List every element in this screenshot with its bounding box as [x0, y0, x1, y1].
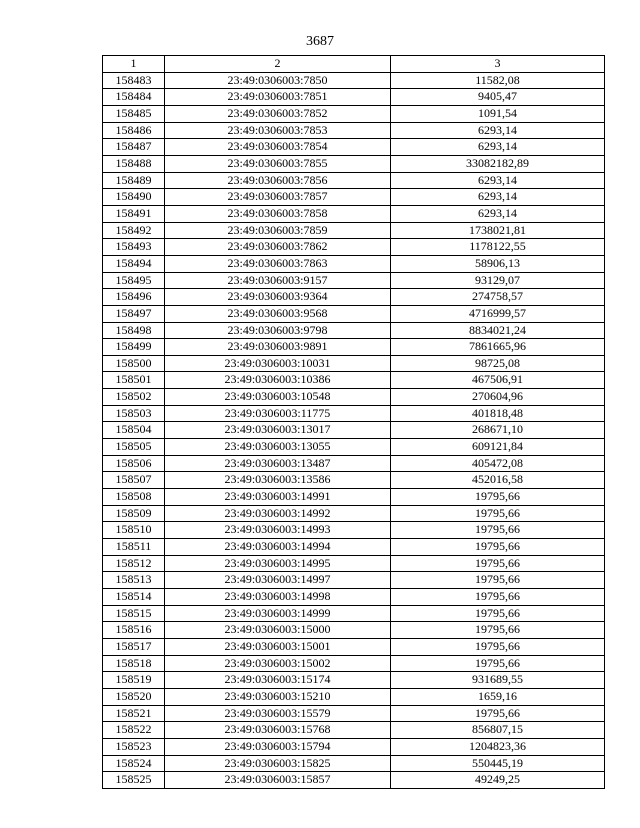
- table-row: [103, 738, 605, 755]
- value-cell: 9405,47: [391, 89, 605, 106]
- row-number-cell: 158502: [103, 389, 165, 406]
- cadastral-number-cell: 23:49:0306003:15768: [165, 722, 391, 739]
- value-cell: 19795,66: [391, 589, 605, 606]
- value-cell: 19795,66: [391, 705, 605, 722]
- value-cell: 11582,08: [391, 72, 605, 89]
- row-number-cell: 158500: [103, 355, 165, 372]
- row-number-cell: 158522: [103, 722, 165, 739]
- row-number-cell: 158487: [103, 139, 165, 156]
- value-cell: 33082182,89: [391, 155, 605, 172]
- row-number-cell: 158511: [103, 539, 165, 556]
- table-row: [103, 522, 605, 539]
- cadastral-number-cell: 23:49:0306003:15174: [165, 672, 391, 689]
- value-cell: 4716999,57: [391, 305, 605, 322]
- value-cell: 98725,08: [391, 355, 605, 372]
- value-cell: 49249,25: [391, 772, 605, 789]
- value-cell: 268671,10: [391, 422, 605, 439]
- value-cell: 19795,66: [391, 572, 605, 589]
- cadastral-number-cell: 23:49:0306003:7856: [165, 172, 391, 189]
- table-row: [103, 622, 605, 639]
- row-number-cell: 158494: [103, 255, 165, 272]
- table-row: [103, 405, 605, 422]
- value-cell: 6293,14: [391, 205, 605, 222]
- table-row: [103, 755, 605, 772]
- cadastral-number-cell: 23:49:0306003:14998: [165, 589, 391, 606]
- row-number-cell: 158512: [103, 555, 165, 572]
- row-number-cell: 158496: [103, 289, 165, 306]
- row-number-cell: 158483: [103, 72, 165, 89]
- row-number-cell: 158504: [103, 422, 165, 439]
- cadastral-number-cell: 23:49:0306003:7850: [165, 72, 391, 89]
- value-cell: 6293,14: [391, 139, 605, 156]
- value-cell: 467506,91: [391, 372, 605, 389]
- table-row: [103, 572, 605, 589]
- value-cell: 8834021,24: [391, 322, 605, 339]
- row-number-cell: 158493: [103, 239, 165, 256]
- table-row: [103, 722, 605, 739]
- cadastral-number-cell: 23:49:0306003:14999: [165, 605, 391, 622]
- value-cell: 6293,14: [391, 189, 605, 206]
- row-number-cell: 158519: [103, 672, 165, 689]
- value-cell: 6293,14: [391, 172, 605, 189]
- row-number-cell: 158490: [103, 189, 165, 206]
- table-row: [103, 122, 605, 139]
- cadastral-number-cell: 23:49:0306003:15794: [165, 738, 391, 755]
- value-cell: 405472,08: [391, 455, 605, 472]
- cadastral-number-cell: 23:49:0306003:14995: [165, 555, 391, 572]
- row-number-cell: 158485: [103, 105, 165, 122]
- table-row: [103, 322, 605, 339]
- cadastral-number-cell: 23:49:0306003:15857: [165, 772, 391, 789]
- value-cell: 1738021,81: [391, 222, 605, 239]
- table-row: [103, 672, 605, 689]
- value-cell: 19795,66: [391, 505, 605, 522]
- cadastral-number-cell: 23:49:0306003:10386: [165, 372, 391, 389]
- table-row: [103, 272, 605, 289]
- table-row: [103, 688, 605, 705]
- row-number-cell: 158489: [103, 172, 165, 189]
- row-number-cell: 158523: [103, 738, 165, 755]
- table-row: [103, 472, 605, 489]
- value-cell: 931689,55: [391, 672, 605, 689]
- value-cell: 93129,07: [391, 272, 605, 289]
- row-number-cell: 158491: [103, 205, 165, 222]
- cadastral-number-cell: 23:49:0306003:15002: [165, 655, 391, 672]
- row-number-cell: 158521: [103, 705, 165, 722]
- cadastral-number-cell: 23:49:0306003:13017: [165, 422, 391, 439]
- table-row: [103, 105, 605, 122]
- cadastral-number-cell: 23:49:0306003:15825: [165, 755, 391, 772]
- table-row: [103, 355, 605, 372]
- table-row: [103, 205, 605, 222]
- table-row: [103, 89, 605, 106]
- value-cell: 19795,66: [391, 622, 605, 639]
- cadastral-number-cell: 23:49:0306003:13586: [165, 472, 391, 489]
- table-row: [103, 589, 605, 606]
- table-row: [103, 372, 605, 389]
- cadastral-number-cell: 23:49:0306003:7851: [165, 89, 391, 106]
- value-cell: 274758,57: [391, 289, 605, 306]
- table-row: [103, 705, 605, 722]
- row-number-cell: 158488: [103, 155, 165, 172]
- table-row: [103, 155, 605, 172]
- row-number-cell: 158510: [103, 522, 165, 539]
- table-row: [103, 655, 605, 672]
- column-header-2: 2: [165, 56, 391, 73]
- row-number-cell: 158501: [103, 372, 165, 389]
- column-header-3: 3: [391, 56, 605, 73]
- row-number-cell: 158506: [103, 455, 165, 472]
- cadastral-number-cell: 23:49:0306003:13487: [165, 455, 391, 472]
- value-cell: 1659,16: [391, 688, 605, 705]
- value-cell: 856807,15: [391, 722, 605, 739]
- table-row: [103, 72, 605, 89]
- table-row: [103, 638, 605, 655]
- table-row: [103, 422, 605, 439]
- value-cell: 609121,84: [391, 439, 605, 456]
- row-number-cell: 158524: [103, 755, 165, 772]
- cadastral-number-cell: 23:49:0306003:9891: [165, 339, 391, 356]
- table-row: [103, 289, 605, 306]
- cadastral-number-cell: 23:49:0306003:14997: [165, 572, 391, 589]
- table-row: [103, 605, 605, 622]
- table-body: [103, 72, 605, 788]
- row-number-cell: 158486: [103, 122, 165, 139]
- row-number-cell: 158516: [103, 622, 165, 639]
- row-number-cell: 158497: [103, 305, 165, 322]
- value-cell: 1204823,36: [391, 738, 605, 755]
- cadastral-number-cell: 23:49:0306003:10548: [165, 389, 391, 406]
- cadastral-number-cell: 23:49:0306003:7855: [165, 155, 391, 172]
- cadastral-number-cell: 23:49:0306003:15000: [165, 622, 391, 639]
- cadastral-number-cell: 23:49:0306003:13055: [165, 439, 391, 456]
- row-number-cell: 158509: [103, 505, 165, 522]
- table-row: [103, 389, 605, 406]
- cadastral-number-cell: 23:49:0306003:7853: [165, 122, 391, 139]
- row-number-cell: 158525: [103, 772, 165, 789]
- cadastral-number-cell: 23:49:0306003:9568: [165, 305, 391, 322]
- value-cell: 7861665,96: [391, 339, 605, 356]
- table-row: [103, 505, 605, 522]
- value-cell: 1091,54: [391, 105, 605, 122]
- value-cell: 19795,66: [391, 655, 605, 672]
- table-row: [103, 555, 605, 572]
- row-number-cell: 158514: [103, 589, 165, 606]
- row-number-cell: 158503: [103, 405, 165, 422]
- value-cell: 19795,66: [391, 638, 605, 655]
- table-row: [103, 255, 605, 272]
- cadastral-number-cell: 23:49:0306003:9364: [165, 289, 391, 306]
- cadastral-number-cell: 23:49:0306003:7858: [165, 205, 391, 222]
- cadastral-number-cell: 23:49:0306003:7863: [165, 255, 391, 272]
- cadastral-number-cell: 23:49:0306003:7859: [165, 222, 391, 239]
- table-row: [103, 222, 605, 239]
- value-cell: 19795,66: [391, 489, 605, 506]
- cadastral-number-cell: 23:49:0306003:15001: [165, 638, 391, 655]
- cadastral-number-cell: 23:49:0306003:14994: [165, 539, 391, 556]
- value-cell: 19795,66: [391, 522, 605, 539]
- value-cell: 19795,66: [391, 539, 605, 556]
- table-row: [103, 189, 605, 206]
- value-cell: 452016,58: [391, 472, 605, 489]
- cadastral-number-cell: 23:49:0306003:10031: [165, 355, 391, 372]
- row-number-cell: 158499: [103, 339, 165, 356]
- row-number-cell: 158517: [103, 638, 165, 655]
- cadastral-number-cell: 23:49:0306003:9157: [165, 272, 391, 289]
- row-number-cell: 158515: [103, 605, 165, 622]
- cadastral-number-cell: 23:49:0306003:7854: [165, 139, 391, 156]
- table-row: [103, 339, 605, 356]
- table-row: [103, 172, 605, 189]
- value-cell: 6293,14: [391, 122, 605, 139]
- table-row: [103, 455, 605, 472]
- value-cell: 19795,66: [391, 555, 605, 572]
- row-number-cell: 158498: [103, 322, 165, 339]
- page-number: 3687: [306, 34, 334, 49]
- row-number-cell: 158508: [103, 489, 165, 506]
- row-number-cell: 158505: [103, 439, 165, 456]
- row-number-cell: 158513: [103, 572, 165, 589]
- table-row: [103, 239, 605, 256]
- column-header-row: [103, 56, 605, 73]
- row-number-cell: 158492: [103, 222, 165, 239]
- value-cell: 401818,48: [391, 405, 605, 422]
- cadastral-number-cell: 23:49:0306003:15210: [165, 688, 391, 705]
- table-row: [103, 305, 605, 322]
- row-number-cell: 158495: [103, 272, 165, 289]
- cadastral-number-cell: 23:49:0306003:9798: [165, 322, 391, 339]
- row-number-cell: 158507: [103, 472, 165, 489]
- registry-table: [102, 55, 605, 789]
- value-cell: 19795,66: [391, 605, 605, 622]
- cadastral-number-cell: 23:49:0306003:14992: [165, 505, 391, 522]
- cadastral-number-cell: 23:49:0306003:7862: [165, 239, 391, 256]
- cadastral-number-cell: 23:49:0306003:14991: [165, 489, 391, 506]
- column-header-1: 1: [103, 56, 165, 73]
- table-row: [103, 489, 605, 506]
- table-row: [103, 139, 605, 156]
- table-row: [103, 439, 605, 456]
- row-number-cell: 158518: [103, 655, 165, 672]
- table-row: [103, 539, 605, 556]
- cadastral-number-cell: 23:49:0306003:7852: [165, 105, 391, 122]
- value-cell: 270604,96: [391, 389, 605, 406]
- value-cell: 1178122,55: [391, 239, 605, 256]
- cadastral-number-cell: 23:49:0306003:15579: [165, 705, 391, 722]
- cadastral-number-cell: 23:49:0306003:7857: [165, 189, 391, 206]
- cadastral-number-cell: 23:49:0306003:11775: [165, 405, 391, 422]
- cadastral-number-cell: 23:49:0306003:14993: [165, 522, 391, 539]
- row-number-cell: 158520: [103, 688, 165, 705]
- table-row: [103, 772, 605, 789]
- value-cell: 550445,19: [391, 755, 605, 772]
- value-cell: 58906,13: [391, 255, 605, 272]
- row-number-cell: 158484: [103, 89, 165, 106]
